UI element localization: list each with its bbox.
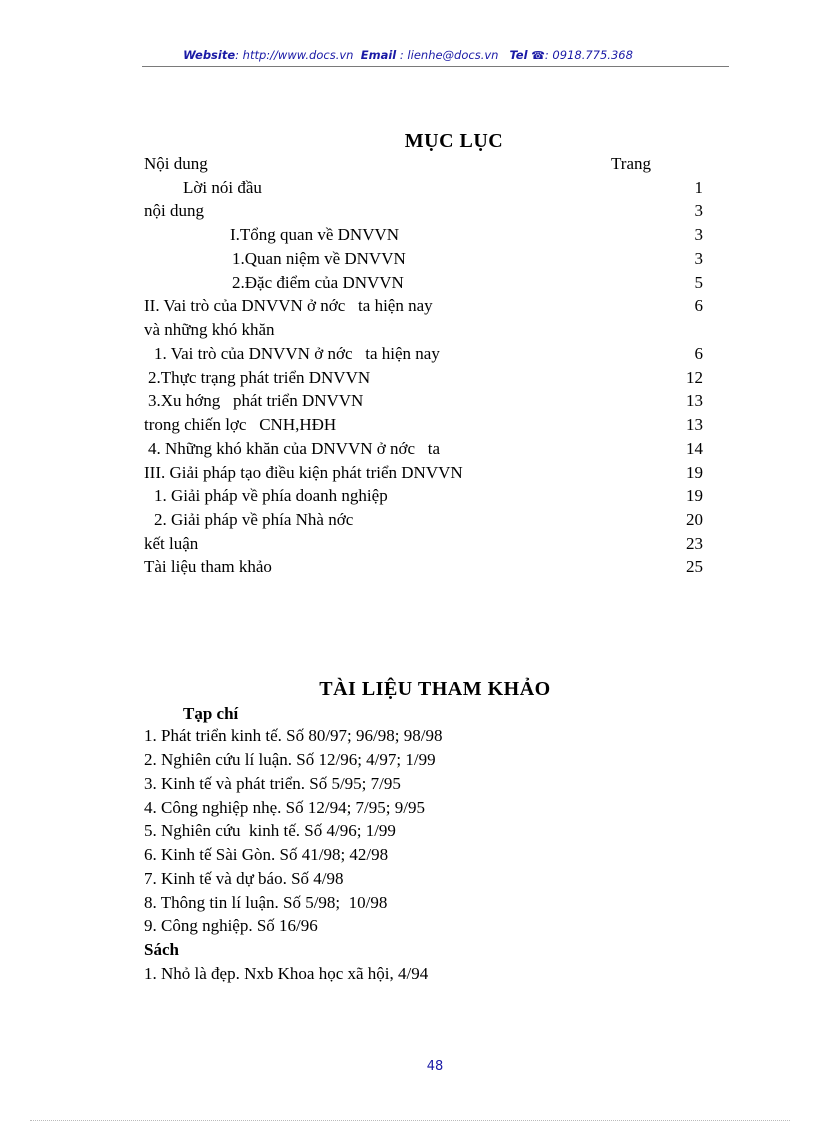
toc-row-label: 2.Đặc điểm của DNVVN bbox=[232, 273, 404, 292]
phone-icon: ☎ bbox=[531, 49, 545, 62]
reference-item bbox=[0, 914, 816, 938]
reference-text: 1. Phát triển kinh tế. Số 80/97; 96/98; 98/98 bbox=[144, 726, 443, 745]
reference-text: 8. Thông tin lí luận. Số 5/98; 10/98 bbox=[144, 893, 388, 912]
toc-row-page: 23 bbox=[686, 534, 703, 553]
toc-row-page: 13 bbox=[686, 415, 703, 434]
toc-row-label: và những khó khăn bbox=[144, 320, 275, 339]
toc-row-label: 1.Quan niệm về DNVVN bbox=[232, 249, 406, 268]
toc-row-page: 6 bbox=[694, 296, 703, 315]
toc-row bbox=[0, 532, 816, 556]
reference-text: 9. Công nghiệp. Số 16/96 bbox=[144, 916, 318, 935]
toc-row bbox=[0, 555, 816, 579]
toc-row-page: 19 bbox=[686, 486, 703, 505]
toc-row-page: 13 bbox=[686, 391, 703, 410]
reference-text: 6. Kinh tế Sài Gòn. Số 41/98; 42/98 bbox=[144, 845, 389, 864]
reference-text: 7. Kinh tế và dự báo. Số 4/98 bbox=[144, 869, 344, 888]
toc-row bbox=[0, 223, 816, 247]
toc-row bbox=[0, 294, 816, 318]
toc-row bbox=[0, 342, 816, 366]
toc-row-page: 3 bbox=[694, 249, 703, 268]
toc-row bbox=[0, 389, 816, 413]
toc-row-label: I.Tổng quan về DNVVN bbox=[230, 225, 400, 244]
toc-row bbox=[0, 413, 816, 437]
toc-col-content: Nội dung bbox=[144, 154, 208, 173]
toc-row-label: II. Vai trò của DNVVN ở nớc ta hiện nay bbox=[144, 296, 433, 315]
header-divider bbox=[142, 66, 729, 67]
toc-row-label: trong chiến lợc CNH,HĐH bbox=[144, 415, 337, 434]
page-number: 48 bbox=[426, 1059, 444, 1074]
toc-row-label: 3.Xu hớng phát triển DNVVN bbox=[148, 391, 364, 410]
toc-column-header bbox=[0, 152, 816, 176]
tel-value: : 0918.775.368 bbox=[544, 48, 633, 62]
books-heading-row bbox=[0, 938, 816, 962]
journals-heading-row bbox=[0, 702, 816, 726]
toc-row-page: 12 bbox=[686, 368, 703, 387]
toc-row-label: 2. Giải pháp về phía Nhà nớc bbox=[154, 510, 354, 529]
toc-row-label: 1. Giải pháp về phía doanh nghiệp bbox=[154, 486, 388, 505]
reference-text: 3. Kinh tế và phát triển. Số 5/95; 7/95 bbox=[144, 774, 401, 793]
reference-item bbox=[0, 724, 816, 748]
toc-row-page: 19 bbox=[686, 463, 703, 482]
reference-text: 5. Nghiên cứu kinh tế. Số 4/96; 1/99 bbox=[144, 821, 396, 840]
reference-text: 2. Nghiên cứu lí luận. Số 12/96; 4/97; 1/99 bbox=[144, 750, 436, 769]
toc-row bbox=[0, 176, 816, 200]
toc-row-label: Lời nói đầu bbox=[183, 178, 262, 197]
toc-row bbox=[0, 318, 816, 342]
toc-row bbox=[0, 247, 816, 271]
toc-row-page: 6 bbox=[694, 344, 703, 363]
toc-row bbox=[0, 437, 816, 461]
reference-item bbox=[0, 819, 816, 843]
reference-item bbox=[0, 748, 816, 772]
toc-col-page: Trang bbox=[611, 154, 651, 173]
tel-label: Tel bbox=[509, 48, 528, 62]
toc-row-label: 4. Những khó khăn của DNVVN ở nớc ta bbox=[148, 439, 441, 458]
books-heading: Sách bbox=[144, 940, 179, 959]
toc-row bbox=[0, 508, 816, 532]
page-header bbox=[0, 48, 816, 62]
toc-row-page: 3 bbox=[694, 201, 703, 220]
references-title: TÀI LIỆU THAM KHẢO bbox=[319, 678, 551, 700]
toc-row-page: 3 bbox=[694, 225, 703, 244]
toc-row-page: 1 bbox=[694, 178, 703, 197]
toc-row-page: 20 bbox=[686, 510, 703, 529]
toc-row-page: 14 bbox=[686, 439, 703, 458]
reference-item bbox=[0, 891, 816, 915]
reference-text: 4. Công nghiệp nhẹ. Số 12/94; 7/95; 9/95 bbox=[144, 798, 425, 817]
email-link[interactable]: : lienhe@docs.vn bbox=[399, 48, 499, 62]
footer-divider bbox=[30, 1120, 790, 1121]
toc-row-label: 1. Vai trò của DNVVN ở nớc ta hiện nay bbox=[154, 344, 440, 363]
reference-item bbox=[0, 962, 816, 986]
reference-item bbox=[0, 867, 816, 891]
journals-heading: Tạp chí bbox=[183, 704, 239, 723]
toc-row-label: 2.Thực trạng phát triển DNVVN bbox=[148, 368, 371, 387]
toc-row bbox=[0, 461, 816, 485]
reference-item bbox=[0, 843, 816, 867]
toc-row-page: 25 bbox=[686, 557, 703, 576]
toc-row-label: Tài liệu tham khảo bbox=[144, 557, 272, 576]
toc-row bbox=[0, 484, 816, 508]
toc-row bbox=[0, 271, 816, 295]
reference-item bbox=[0, 796, 816, 820]
toc-row bbox=[0, 366, 816, 390]
website-link[interactable]: : http://www.docs.vn bbox=[235, 48, 354, 62]
toc-row-label: nội dung bbox=[144, 201, 204, 220]
toc-row bbox=[0, 199, 816, 223]
website-label: Website bbox=[183, 48, 236, 62]
toc-row-label: kết luận bbox=[144, 534, 199, 553]
reference-text: 1. Nhỏ là đẹp. Nxb Khoa học xã hội, 4/94 bbox=[144, 964, 429, 983]
toc-row-label: III. Giải pháp tạo điều kiện phát triển DNVVN bbox=[144, 463, 463, 482]
toc-title: MỤC LỤC bbox=[404, 130, 504, 152]
email-label: Email bbox=[360, 48, 397, 62]
toc-row-page: 5 bbox=[694, 273, 703, 292]
reference-item bbox=[0, 772, 816, 796]
